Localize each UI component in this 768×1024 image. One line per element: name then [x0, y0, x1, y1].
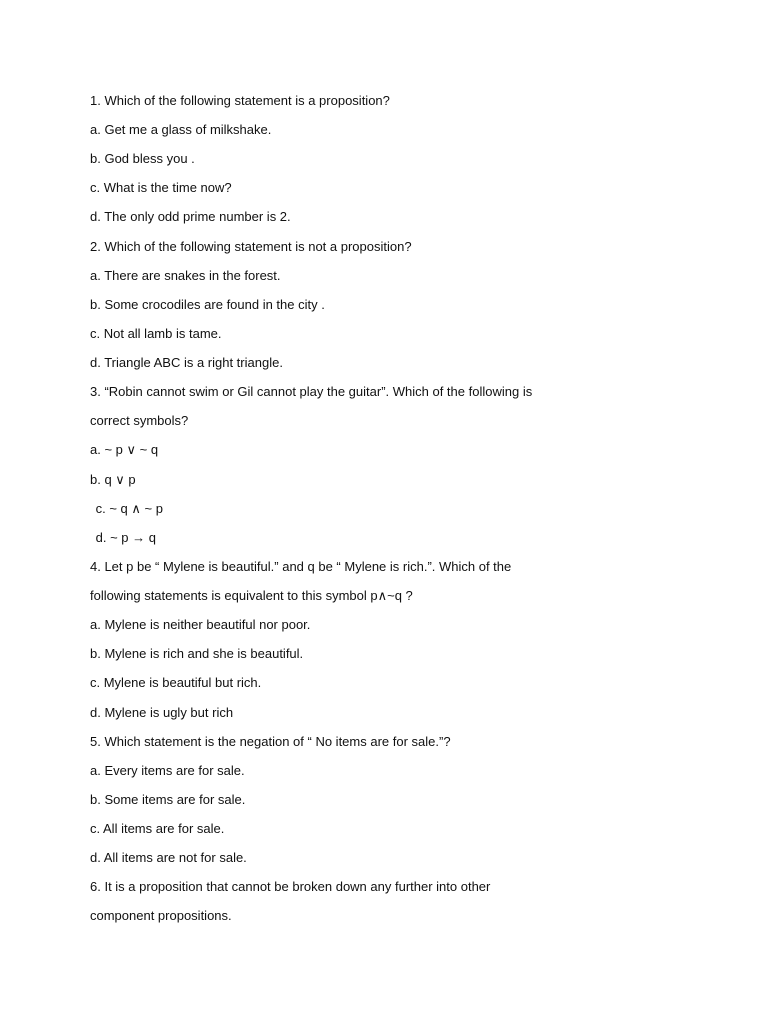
- question-4-continued: following statements is equivalent to this symbol p∧~q ?: [90, 588, 413, 603]
- q2-option-d: d. Triangle ABC is a right triangle.: [90, 355, 283, 370]
- q4-option-b: b. Mylene is rich and she is beautiful.: [90, 646, 304, 661]
- q3-option-b: b. q ∨ p: [90, 472, 136, 487]
- q2-option-c: c. Not all lamb is tame.: [90, 326, 222, 341]
- q1-option-a: a. Get me a glass of milkshake.: [90, 122, 272, 137]
- q4-option-c: c. Mylene is beautiful but rich.: [90, 675, 262, 690]
- q1-option-b: b. God bless you .: [90, 151, 195, 166]
- q5-option-d: d. All items are not for sale.: [90, 850, 247, 865]
- question-6-continued: component propositions.: [90, 908, 232, 923]
- question-3: 3. “Robin cannot swim or Gil cannot play the guitar”. Which of the following is: [90, 384, 533, 399]
- question-2: 2. Which of the following statement is not a proposition?: [90, 239, 412, 254]
- q5-option-b: b. Some items are for sale.: [90, 792, 246, 807]
- q3-option-c: c. ~ q ∧ ~ p: [92, 501, 163, 516]
- q2-option-b: b. Some crocodiles are found in the city .: [90, 297, 325, 312]
- q3-option-a: a. ~ p ∨ ~ q: [90, 442, 159, 457]
- q3-option-d: d. ~ p → q: [92, 530, 156, 545]
- q5-option-c: c. All items are for sale.: [90, 821, 225, 836]
- question-3-continued: correct symbols?: [90, 413, 189, 428]
- q1-option-c: c. What is the time now?: [90, 180, 232, 195]
- q4-option-a: a. Mylene is neither beautiful nor poor.: [90, 617, 311, 632]
- q1-option-d: d. The only odd prime number is 2.: [90, 209, 291, 224]
- question-6: 6. It is a proposition that cannot be broken down any further into other: [90, 879, 491, 894]
- question-1: 1. Which of the following statement is a proposition?: [90, 93, 390, 108]
- question-5: 5. Which statement is the negation of “ No items are for sale.”?: [90, 734, 451, 749]
- question-4: 4. Let p be “ Mylene is beautiful.” and q be “ Mylene is rich.”. Which of the: [90, 559, 512, 574]
- q4-option-d: d. Mylene is ugly but rich: [90, 705, 234, 720]
- q2-option-a: a. There are snakes in the forest.: [90, 268, 281, 283]
- q5-option-a: a. Every items are for sale.: [90, 763, 245, 778]
